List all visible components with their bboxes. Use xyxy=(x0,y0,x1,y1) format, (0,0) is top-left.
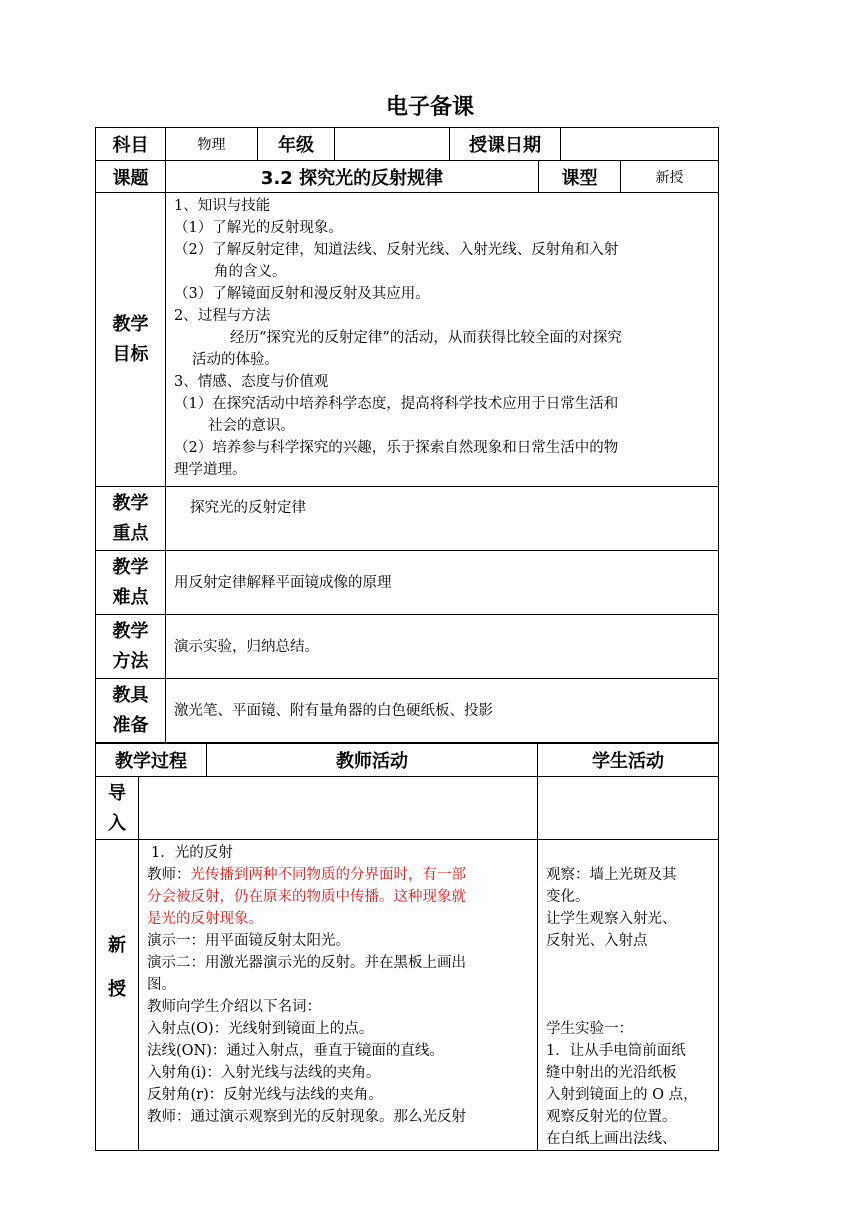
type-label: 课型 xyxy=(539,161,621,193)
teacher-activity-header: 教师活动 xyxy=(207,744,538,777)
intro-label: 导 入 xyxy=(96,777,139,840)
student-line: 反射光、入射点 xyxy=(546,933,648,949)
methods-text: 演示实验，归纳总结。 xyxy=(166,615,719,679)
student-line: 学生实验一： xyxy=(546,1021,633,1037)
process-table xyxy=(95,743,719,1151)
student-line: 在白纸上画出法线、 xyxy=(546,1131,677,1147)
type-value: 新授 xyxy=(621,161,719,193)
student-activity-content xyxy=(538,840,719,1151)
objective-line: 1、知识与技能 xyxy=(174,198,271,214)
teacher-line: 教师：光传播到两种不同物质的分界面时，有一部 xyxy=(147,867,466,883)
objective-line: （2）培养参与科学探究的兴趣，乐于探索自然现象和日常生活中的物 xyxy=(174,440,619,456)
objective-line: 2、过程与方法 xyxy=(174,308,271,324)
student-line xyxy=(546,952,716,974)
teacher-line: 入射角(i)：入射光线与法线的夹角。 xyxy=(147,1065,381,1081)
tools-label: 教具 准备 xyxy=(96,679,166,743)
teacher-line: 分会被反射，仍在原来的物质中传播。这种现象就 xyxy=(147,889,466,905)
teacher-line: 入射点(O)：光线射到镜面上的点。 xyxy=(147,1021,374,1037)
grade-label: 年级 xyxy=(258,128,335,161)
teacher-line: 1．光的反射 xyxy=(151,845,233,861)
intro-teacher-cell xyxy=(139,777,538,840)
page-title: 电子备课 xyxy=(385,95,474,120)
student-line: 1．让从手电筒前面纸 xyxy=(546,1043,686,1059)
student-line: 观察反射光的位置。 xyxy=(546,1109,677,1125)
teacher-line: 法线(ON)：通过入射点，垂直于镜面的直线。 xyxy=(147,1043,444,1059)
student-line xyxy=(546,974,716,996)
difficulties-label: 教学 难点 xyxy=(96,551,166,615)
objective-line: （3）了解镜面反射和漫反射及其应用。 xyxy=(174,286,430,302)
date-label: 授课日期 xyxy=(450,128,561,161)
teacher-line: 教师：通过演示观察到光的反射现象。那么光反射 xyxy=(147,1109,466,1125)
date-value xyxy=(561,128,719,161)
new-lesson-label: 新 授 xyxy=(96,840,139,1151)
student-line xyxy=(546,996,716,1018)
lesson-info-table xyxy=(95,127,719,743)
key-points-label: 教学 重点 xyxy=(96,487,166,551)
key-points-text: 探究光的反射定律 xyxy=(166,487,719,551)
student-line: 观察：墙上光斑及其 xyxy=(546,867,677,883)
teacher-line: 图。 xyxy=(147,977,176,993)
objective-line: 经历“探究光的反射定律”的活动，从而获得比较全面的对探究 xyxy=(230,330,622,346)
teacher-line: 演示一：用平面镜反射太阳光。 xyxy=(147,933,350,949)
objective-line: 3、情感、态度与价值观 xyxy=(174,374,329,390)
difficulties-text: 用反射定律解释平面镜成像的原理 xyxy=(166,551,719,615)
student-line: 缝中射出的光沿纸板 xyxy=(546,1065,677,1081)
objective-line: 活动的体验。 xyxy=(192,352,279,368)
student-activity-header: 学生活动 xyxy=(538,744,719,777)
teacher-activity-content xyxy=(139,840,538,1151)
process-label: 教学过程 xyxy=(96,744,207,777)
topic-label: 课题 xyxy=(96,161,166,193)
methods-label: 教学 方法 xyxy=(96,615,166,679)
teacher-line: 教师向学生介绍以下名词： xyxy=(147,999,321,1015)
objective-line: 社会的意识。 xyxy=(208,418,295,434)
objectives-content xyxy=(166,193,719,487)
grade-value xyxy=(335,128,450,161)
intro-student-cell xyxy=(538,777,719,840)
objective-line: （1）在探究活动中培养科学态度，提高将科学技术应用于日常生活和 xyxy=(174,396,619,412)
objective-line: 角的含义。 xyxy=(214,264,287,280)
objective-line: 理学道理。 xyxy=(174,462,247,478)
student-line: 让学生观察入射光、 xyxy=(546,911,677,927)
topic-value: 3.2 探究光的反射规律 xyxy=(166,161,539,193)
tools-text: 激光笔、平面镜、附有量角器的白色硬纸板、投影 xyxy=(166,679,719,743)
subject-value: 物理 xyxy=(166,128,258,161)
objectives-label: 教学 目标 xyxy=(96,193,166,487)
teacher-line: 是光的反射现象。 xyxy=(147,911,263,927)
objective-line: （2）了解反射定律，知道法线、反射光线、入射光线、反射角和入射 xyxy=(174,242,619,258)
teacher-line: 反射角(r)：反射光线与法线的夹角。 xyxy=(147,1087,383,1103)
subject-label: 科目 xyxy=(96,128,166,161)
student-line: 变化。 xyxy=(546,889,590,905)
student-line: 入射到镜面上的 O 点， xyxy=(546,1087,698,1103)
objective-line: （1）了解光的反射现象。 xyxy=(174,220,343,236)
teacher-line: 演示二：用激光器演示光的反射。并在黑板上画出 xyxy=(147,955,466,971)
